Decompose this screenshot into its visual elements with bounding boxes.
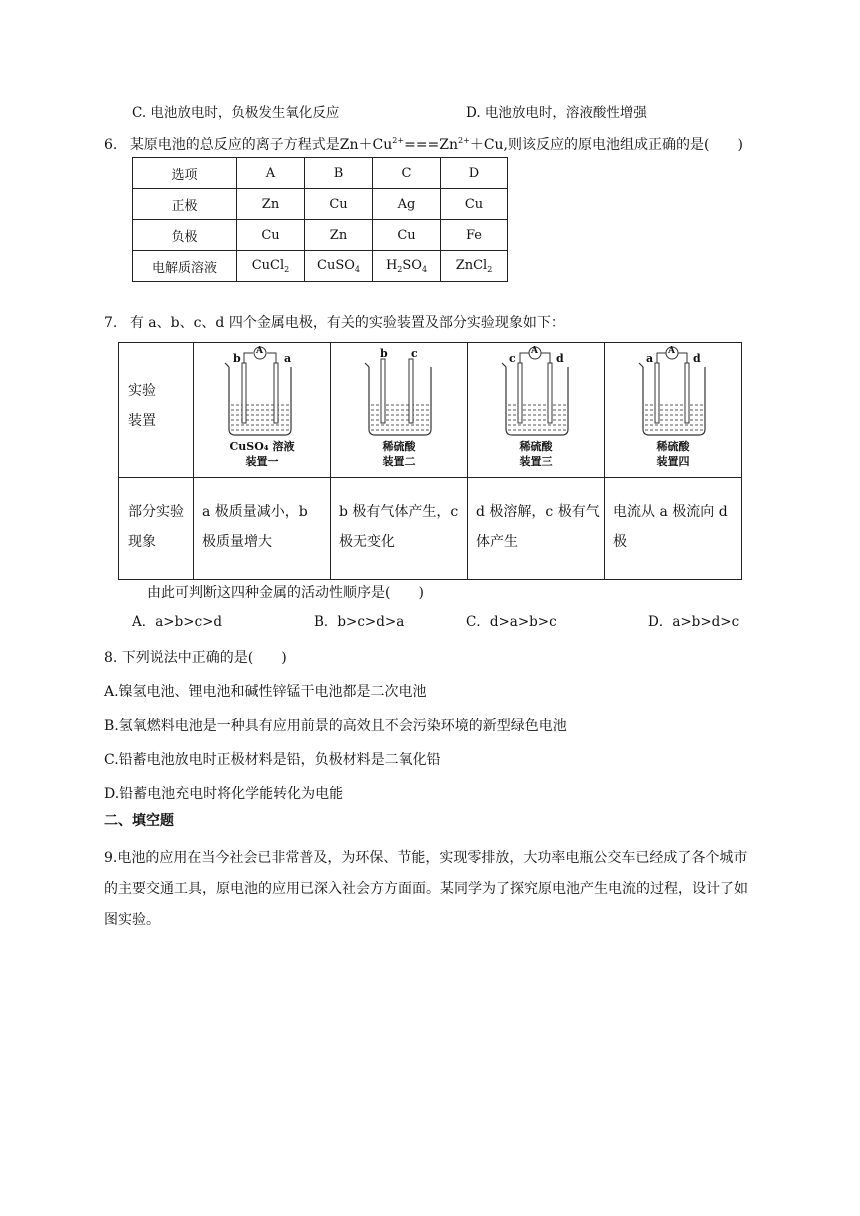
q7-option-b: B．b>c>d>a xyxy=(314,614,405,630)
phenomenon-2: b 极有气体产生，c 极无变化 xyxy=(339,504,459,550)
table-cell: Cu xyxy=(441,189,508,220)
q7-option-d: D．a>b>d>c xyxy=(648,614,740,630)
subscript: 2 xyxy=(487,265,493,274)
row-label-apparatus xyxy=(128,376,156,436)
table-cell: Cu xyxy=(305,189,373,220)
table-cell xyxy=(305,251,373,282)
q9-paragraph: 9.电池的应用在当今社会已非常普及，为环保、节能，实现零排放，大功率电瓶公交车已经成了各个城市的主要交通工具，原电池的应用已深入社会方方面面。某同学为了探究原电池产生电流的过程，设计了如图实验。 xyxy=(104,850,748,928)
electrode-label: a xyxy=(646,352,654,365)
table-cell: Cu xyxy=(237,220,305,251)
q6-sup1: 2+ xyxy=(392,136,405,145)
electrode-label: b xyxy=(380,347,388,360)
device-name: 装置二 xyxy=(382,455,416,468)
formula: CuSO xyxy=(317,258,355,273)
table-cell xyxy=(237,251,305,282)
ammeter-label: A xyxy=(668,346,675,356)
table-cell: C xyxy=(373,158,441,189)
subscript: 2 xyxy=(397,265,403,274)
q7-conclusion: 由此可判断这四种金属的活动性顺序是( ) xyxy=(147,585,424,601)
phenomenon-4: 电流从 a 极流向 d 极 xyxy=(613,504,728,550)
q6-table xyxy=(132,157,508,282)
table-cell: 电解质溶液 xyxy=(133,251,237,282)
table-cell: 选项 xyxy=(133,158,237,189)
q6-stem-mid: ===Zn xyxy=(404,137,459,153)
electrode-label: c xyxy=(411,347,418,360)
table-cell: Zn xyxy=(237,189,305,220)
row-label-phenomena: 部分实验现象 xyxy=(128,504,184,550)
q5-option-c: C. 电池放电时，负极发生氧化反应 xyxy=(132,105,340,121)
table-cell xyxy=(373,251,441,282)
q6-stem xyxy=(104,131,743,155)
device-name: 装置三 xyxy=(519,455,553,468)
solution-label: 稀硫酸 xyxy=(519,440,553,453)
subscript: 4 xyxy=(421,265,428,274)
label-line: 实验 xyxy=(128,383,156,399)
section-title: 二、填空题 xyxy=(104,813,174,829)
electrode-label: c xyxy=(509,352,516,365)
table-cell xyxy=(441,251,508,282)
table-cell: 正极 xyxy=(133,189,237,220)
subscript: 4 xyxy=(354,265,360,274)
table-cell: Ag xyxy=(373,189,441,220)
table-row xyxy=(133,251,508,282)
q8-option-c: C.铅蓄电池放电时正极材料是铅，负极材料是二氧化铅 xyxy=(104,752,441,768)
solution-label: 稀硫酸 xyxy=(656,440,690,453)
label-line: 装置 xyxy=(128,413,156,429)
q7-stem-text: 有 a、b、c、d 四个金属电极，有关的实验装置及部分实验现象如下： xyxy=(129,315,565,331)
q8-option-a: A.镍氢电池、锂电池和碱性锌锰干电池都是二次电池 xyxy=(104,684,427,700)
table-cell: Cu xyxy=(373,220,441,251)
table-cell: Zn xyxy=(305,220,373,251)
solution-label: CuSO₄ 溶液 xyxy=(229,440,295,453)
q8-option-d: D.铅蓄电池充电时将化学能转化为电能 xyxy=(104,786,344,802)
formula: SO xyxy=(402,258,422,273)
device-4-diagram xyxy=(605,343,741,468)
device-name: 装置一 xyxy=(245,455,279,468)
electrode-label: d xyxy=(556,352,564,365)
ammeter-label: A xyxy=(531,346,538,356)
q6-number: 6. xyxy=(104,137,118,153)
table-cell: B xyxy=(305,158,373,189)
q6-stem-before: 某原电池的总反应的离子方程式是Zn＋Cu xyxy=(129,137,393,153)
table-row xyxy=(133,220,508,251)
table-cell: 负极 xyxy=(133,220,237,251)
phenomenon-3: d 极溶解，c 极有气体产生 xyxy=(476,504,600,550)
device-2-diagram xyxy=(331,343,467,468)
q7-option-c: C．d>a>b>c xyxy=(466,614,557,630)
device-1-diagram xyxy=(194,343,330,468)
table-row xyxy=(133,158,508,189)
device-3-diagram xyxy=(468,343,604,468)
table-cell: A xyxy=(237,158,305,189)
electrode-label: a xyxy=(284,352,292,365)
q7-stem xyxy=(104,313,565,333)
ammeter-label: A xyxy=(256,346,263,356)
table-cell: D xyxy=(441,158,508,189)
q7-experiment-table xyxy=(118,342,742,580)
formula: H xyxy=(385,258,398,273)
q6-sup2: 2+ xyxy=(458,136,470,145)
q8-stem: 8. 下列说法中正确的是( ) xyxy=(104,650,287,666)
device-name: 装置四 xyxy=(656,455,690,468)
table-row xyxy=(133,189,508,220)
q5-option-d: D. 电池放电时，溶液酸性增强 xyxy=(466,105,647,121)
q7-option-a: A．a>b>c>d xyxy=(132,614,223,630)
q7-number: 7. xyxy=(104,315,118,331)
phenomenon-1: a 极质量减小，b 极质量增大 xyxy=(202,504,308,550)
subscript: 2 xyxy=(284,265,290,274)
table-cell: Fe xyxy=(441,220,508,251)
q8-option-b: B.氢氧燃料电池是一种具有应用前景的高效且不会污染环境的新型绿色电池 xyxy=(104,718,567,734)
solution-label: 稀硫酸 xyxy=(382,440,416,453)
formula: CuCl xyxy=(251,258,285,273)
electrode-label: d xyxy=(693,352,701,365)
q6-stem-after: ＋Cu,则该反应的原电池组成正确的是( ) xyxy=(469,137,743,153)
formula: ZnCl xyxy=(455,258,488,273)
electrode-label: b xyxy=(233,352,241,365)
